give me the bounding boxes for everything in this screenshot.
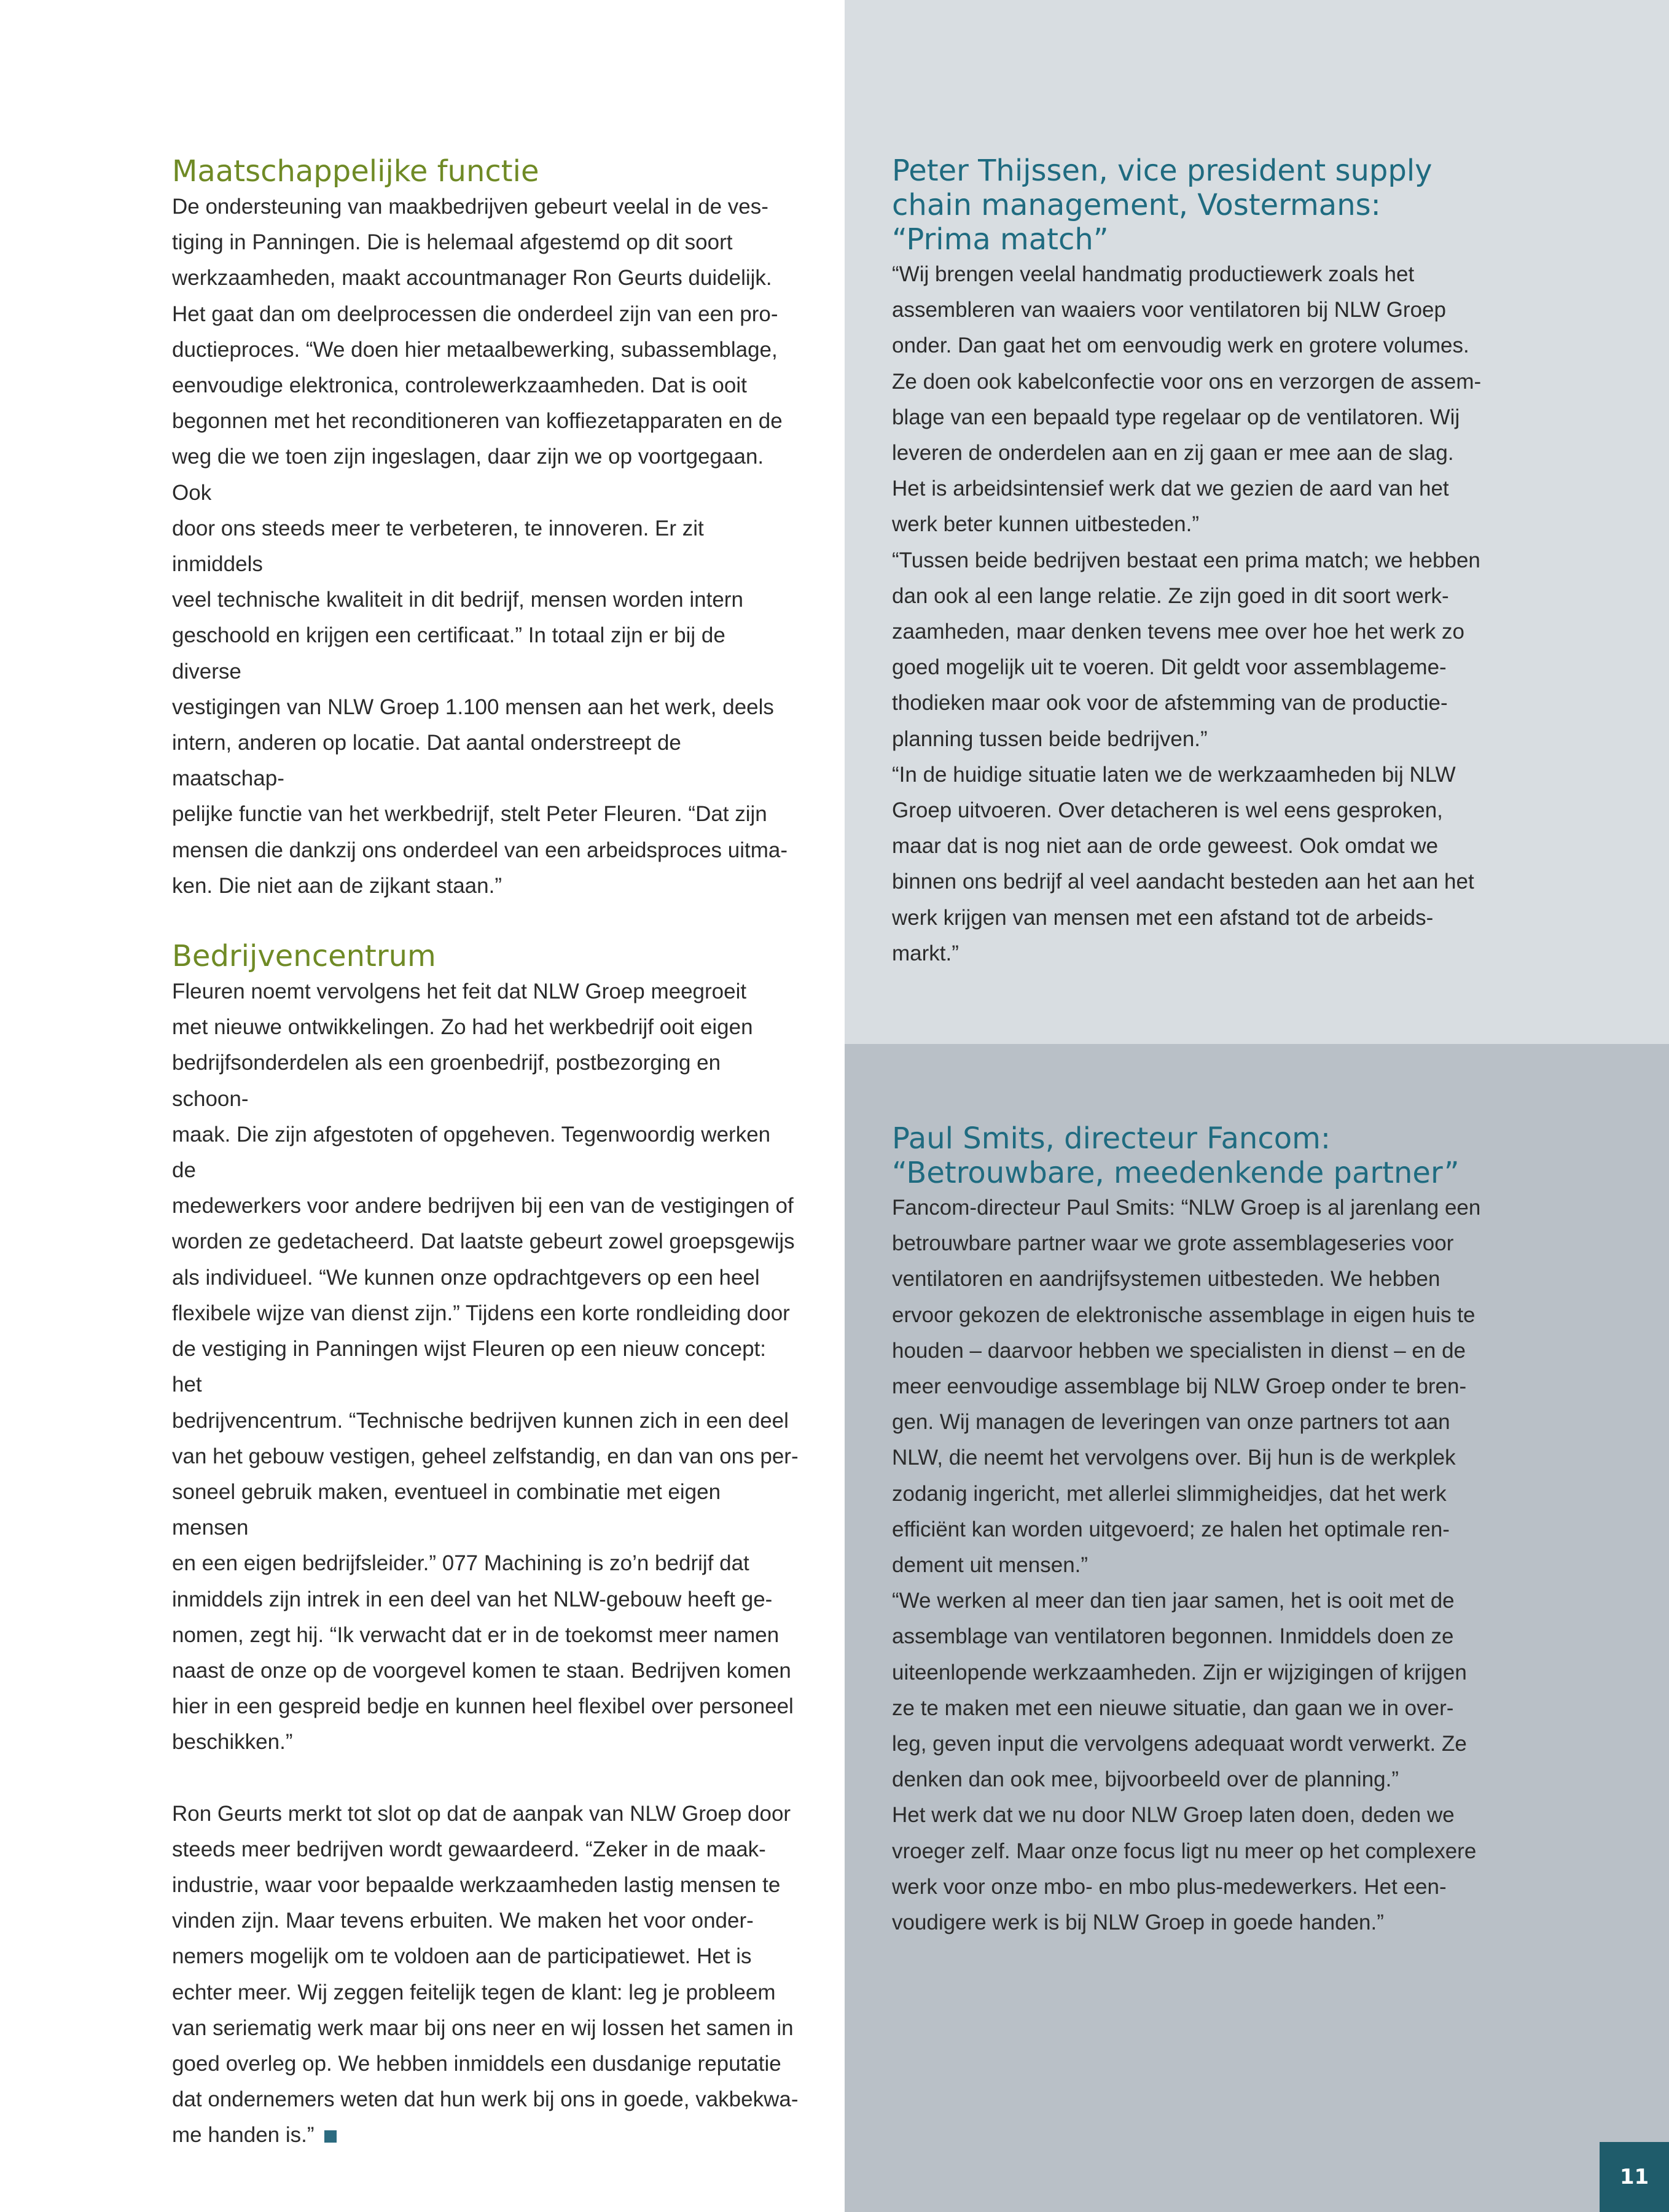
text-line: houden – daarvoor hebben we specialisten in dienst – en de [892, 1338, 1466, 1363]
quote-box-vostermans [892, 154, 1482, 972]
text-line: Fancom-directeur Paul Smits: “NLW Groep is al jarenlang een [892, 1196, 1481, 1220]
end-of-article-square-icon [324, 2130, 337, 2143]
text-line: onder. Dan gaat het om eenvoudig werk en grotere volumes. [892, 333, 1469, 358]
text-line: markt.” [892, 941, 959, 965]
text-line: intern, anderen op locatie. Dat aantal onderstreept de maatschap- [172, 731, 681, 791]
text-line: werk voor onze mbo- en mbo plus-medewerkers. Het een- [892, 1874, 1447, 1899]
text-line: nomen, zegt hij. “Ik verwacht dat er in de toekomst meer namen [172, 1622, 780, 1647]
text-line: werkzaamheden, maakt accountmanager Ron Geurts duidelijk. [172, 266, 772, 290]
quote-box-fancom [892, 1121, 1482, 1941]
text-line: “Tussen beide bedrijven bestaat een prima match; we hebben [892, 548, 1480, 572]
article-paragraph-3 [172, 1796, 799, 2154]
text-line: efficiënt kan worden uitgevoerd; ze halen het optimale ren- [892, 1517, 1450, 1541]
text-line: ken. Die niet aan de zijkant staan.” [172, 873, 502, 898]
text-line: inmiddels zijn intrek in een deel van het NLW-gebouw heeft ge- [172, 1587, 773, 1611]
heading-line: Peter Thijssen, vice president supply [892, 154, 1433, 188]
text-line: bedrijfsonderdelen als een groenbedrijf, postbezorging en schoon- [172, 1051, 721, 1111]
text-line: leg, geven input die vervolgens adequaat wordt verwerkt. Ze [892, 1732, 1467, 1756]
heading-line: chain management, Vostermans: [892, 188, 1381, 222]
text-line: naast de onze op de voorgevel komen te staan. Bedrijven komen [172, 1658, 791, 1683]
text-line: Ze doen ook kabelconfectie voor ons en verzorgen de assem- [892, 369, 1482, 394]
text-line: assemblage van ventilatoren begonnen. Inmiddels doen ze [892, 1624, 1454, 1649]
text-line: geschoold en krijgen een certificaat.” In totaal zijn er bij de diverse [172, 623, 725, 683]
text-line: eenvoudige elektronica, controlewerkzaamheden. Dat is ooit [172, 373, 747, 398]
text-line: maar dat is nog niet aan de orde geweest. Ook omdat we [892, 834, 1439, 859]
main-article-column [172, 154, 799, 2154]
text-line: medewerkers voor andere bedrijven bij een van de vestigingen of [172, 1194, 794, 1218]
text-line: Het is arbeidsintensief werk dat we gezien de aard van het [892, 477, 1449, 501]
text-line: bedrijvencentrum. “Technische bedrijven kunnen zich in een deel [172, 1408, 789, 1433]
text-line: echter meer. Wij zeggen feitelijk tegen de klant: leg je probleem [172, 1980, 776, 2004]
text-line: dan ook al een lange relatie. Ze zijn goed in dit soort werk- [892, 583, 1449, 608]
text-line: als individueel. “We kunnen onze opdrachtgevers op een heel [172, 1265, 760, 1290]
page-number-badge [1600, 2142, 1669, 2212]
article-paragraph-2 [172, 974, 799, 1760]
text-line: denken dan ook mee, bijvoorbeeld over de planning.” [892, 1767, 1399, 1792]
text-line: tiging in Panningen. Die is helemaal afgestemd op dit soort [172, 230, 733, 255]
text-line: met nieuwe ontwikkelingen. Zo had het werkbedrijf ooit eigen [172, 1015, 753, 1040]
text-line: goed mogelijk uit te voeren. Dit geldt voor assemblageme- [892, 655, 1447, 680]
text-line: blage van een bepaald type regelaar op de ventilatoren. Wij [892, 405, 1460, 429]
text-line: leveren de onderdelen aan en zij gaan er mee aan de slag. [892, 441, 1454, 465]
text-line: zaamheden, maar denken tevens mee over hoe het werk zo [892, 620, 1464, 644]
text-line: pelijke functie van het werkbedrijf, stelt Peter Fleuren. “Dat zijn [172, 802, 767, 827]
text-line: dement uit mensen.” [892, 1553, 1089, 1578]
text-line: maak. Die zijn afgestoten of opgeheven. Tegenwoordig werken de [172, 1122, 771, 1183]
section-heading-bedrijvencentrum: Bedrijvencentrum [172, 939, 436, 974]
text-line: Fleuren noemt vervolgens het feit dat NLW Groep meegroeit [172, 979, 747, 1004]
text-line: nemers mogelijk om te voldoen aan de participatiewet. Het is [172, 1944, 752, 1969]
text-line: De ondersteuning van maakbedrijven gebeurt veelal in de ves- [172, 195, 768, 219]
text-line: vinden zijn. Maar tevens erbuiten. We maken het voor onder- [172, 1909, 754, 1933]
text-line: thodieken maar ook voor de afstemming van de productie- [892, 691, 1448, 715]
text-line: en een eigen bedrijfsleider.” 077 Machining is zo’n bedrijf dat [172, 1551, 749, 1576]
text-line: soneel gebruik maken, eventueel in combinatie met eigen mensen [172, 1479, 721, 1540]
text-line: door ons steeds meer te verbeteren, te innoveren. Er zit inmiddels [172, 516, 704, 577]
text-line: mensen die dankzij ons onderdeel van een arbeidsproces uitma- [172, 838, 788, 862]
text-line: Ron Geurts merkt tot slot op dat de aanpak van NLW Groep door [172, 1801, 791, 1826]
text-line: ze te maken met een nieuwe situatie, dan gaan we in over- [892, 1696, 1454, 1720]
heading-line: Paul Smits, directeur Fancom: [892, 1121, 1331, 1156]
text-line: ervoor gekozen de elektronische assemblage in eigen huis te [892, 1303, 1476, 1327]
text-line: Het werk dat we nu door NLW Groep laten doen, deden we [892, 1803, 1455, 1828]
text-line: meer eenvoudige assemblage bij NLW Groep onder te bren- [892, 1374, 1467, 1399]
quote-paragraph-vostermans [892, 257, 1482, 972]
heading-line: “Prima match” [892, 222, 1109, 257]
text-line: vroeger zelf. Maar onze focus ligt nu meer op het complexere [892, 1839, 1477, 1863]
text-line: weg die we toen zijn ingeslagen, daar zijn we op voortgegaan. Ook [172, 445, 764, 505]
article-paragraph-1 [172, 189, 799, 904]
text-line: “We werken al meer dan tien jaar samen, het is ooit met de [892, 1589, 1455, 1613]
section-spacer [172, 904, 799, 938]
text-line: NLW, die neemt het vervolgens over. Bij hun is de werkplek [892, 1446, 1456, 1470]
text-line: “In de huidige situatie laten we de werkzaamheden bij NLW [892, 762, 1456, 787]
text-line: werk krijgen van mensen met een afstand tot de arbeids- [892, 905, 1434, 930]
text-line: me handen is.” [172, 2123, 315, 2148]
text-line: industrie, waar voor bepaalde werkzaamheden lastig mensen te [172, 1872, 781, 1897]
text-line: dat ondernemers weten dat hun werk bij ons in goede, vakbekwa- [172, 2087, 799, 2112]
text-line: binnen ons bedrijf al veel aandacht besteden aan het aan het [892, 870, 1474, 894]
text-line: “Wij brengen veelal handmatig productiewerk zoals het [892, 262, 1415, 286]
text-line: voudigere werk is bij NLW Groep in goede handen.” [892, 1910, 1384, 1935]
text-line: veel technische kwaliteit in dit bedrijf, mensen worden intern [172, 588, 743, 612]
page-number: 11 [1619, 2165, 1649, 2189]
text-line: goed overleg op. We hebben inmiddels een dusdanige reputatie [172, 2051, 781, 2076]
text-line: werk beter kunnen uitbesteden.” [892, 512, 1200, 537]
text-line: beschikken.” [172, 1730, 293, 1754]
text-line: Het gaat dan om deelprocessen die onderdeel zijn van een pro- [172, 302, 778, 326]
text-line: uiteenlopende werkzaamheden. Zijn er wijzigingen of krijgen [892, 1660, 1467, 1684]
heading-line: “Betrouwbare, meedenkende partner” [892, 1156, 1460, 1190]
section-heading-maatschappelijke-functie: Maatschappelijke functie [172, 154, 539, 189]
quote-heading-paul-smits [892, 1121, 1482, 1190]
text-line: Groep uitvoeren. Over detacheren is wel eens gesproken, [892, 798, 1443, 823]
text-line: van het gebouw vestigen, geheel zelfstandig, en dan van ons per- [172, 1444, 799, 1468]
paragraph-spacer [172, 1761, 799, 1796]
text-line: steeds meer bedrijven wordt gewaardeerd. “Zeker in de maak- [172, 1837, 766, 1861]
text-line: begonnen met het reconditioneren van koffiezetapparaten en de [172, 409, 783, 434]
quote-heading-peter-thijssen [892, 154, 1482, 257]
text-line: ventilatoren en aandrijfsystemen uitbesteden. We hebben [892, 1267, 1440, 1291]
text-line: worden ze gedetacheerd. Dat laatste gebeurt zowel groepsgewijs [172, 1229, 795, 1254]
text-line: vestigingen van NLW Groep 1.100 mensen aan het werk, deels [172, 695, 774, 719]
text-line: planning tussen beide bedrijven.” [892, 726, 1208, 751]
text-line: gen. Wij managen de leveringen van onze partners tot aan [892, 1410, 1450, 1435]
text-line: betrouwbare partner waar we grote assemblageseries voor [892, 1231, 1454, 1256]
text-line: assembleren van waaiers voor ventilatoren bij NLW Groep [892, 298, 1446, 322]
text-line: flexibele wijze van dienst zijn.” Tijdens een korte rondleiding door [172, 1301, 790, 1325]
text-line: zodanig ingericht, met allerlei slimmigheidjes, dat het werk [892, 1481, 1447, 1506]
text-line: hier in een gespreid bedje en kunnen heel flexibel over personeel [172, 1694, 794, 1719]
text-line: ductieproces. “We doen hier metaalbewerking, subassemblage, [172, 337, 778, 362]
text-line: de vestiging in Panningen wijst Fleuren op een nieuw concept: het [172, 1337, 767, 1397]
quote-paragraph-fancom [892, 1190, 1482, 1941]
text-line: van seriematig werk maar bij ons neer en wij lossen het samen in [172, 2015, 794, 2040]
